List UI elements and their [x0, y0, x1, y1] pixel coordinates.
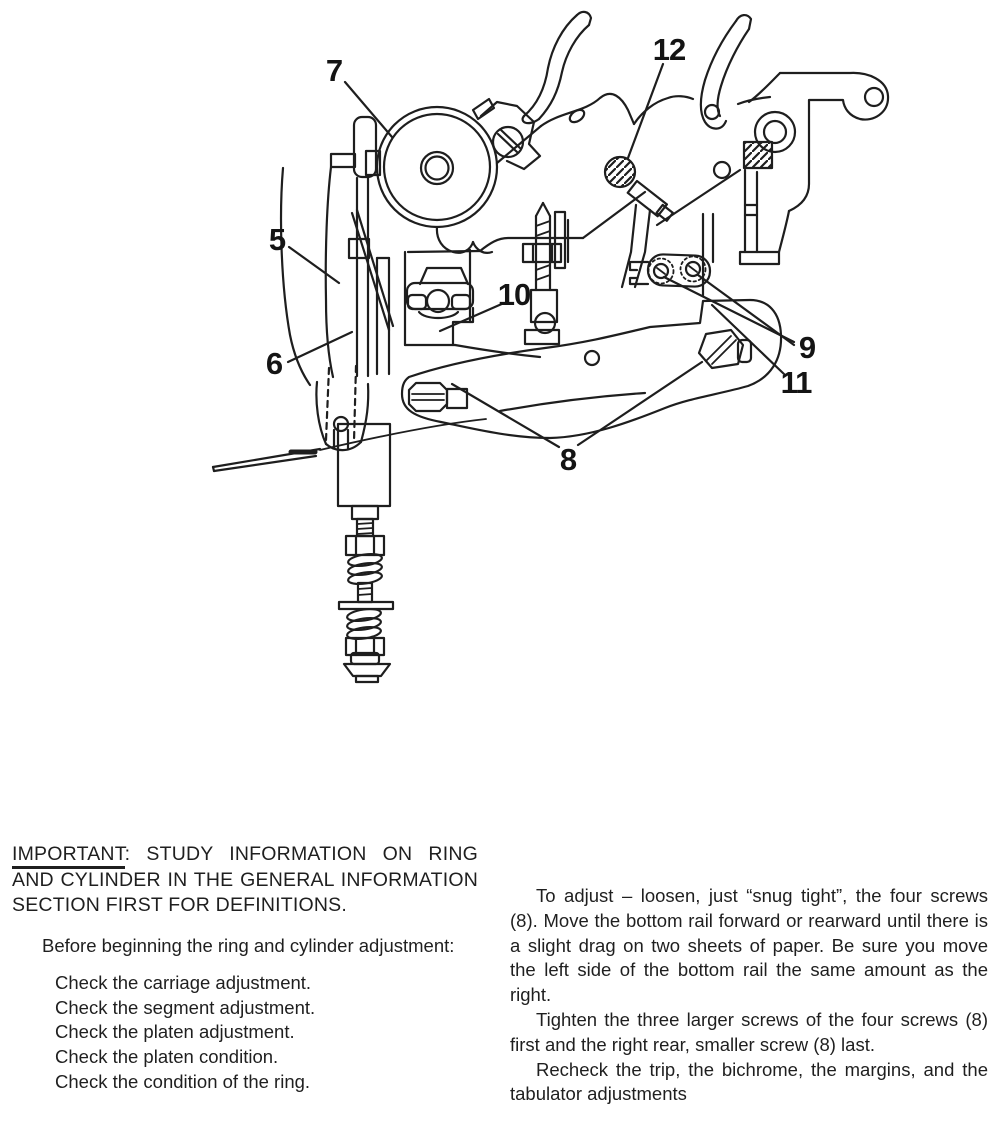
- callout-5: 5: [268, 222, 286, 257]
- tighten-paragraph: Tighten the three larger screws of the four screws (8) first and the right rear, smaller screw (8) last.: [510, 1008, 988, 1055]
- important-note: [12, 842, 478, 919]
- intro-paragraph: Before beginning the ring and cylinder adjustment:: [42, 934, 455, 956]
- left-column: [12, 842, 478, 1094]
- callout-12: 12: [652, 32, 686, 67]
- callout-7: 7: [325, 53, 343, 88]
- hatched-block: [744, 142, 772, 168]
- pointer-blade: [213, 419, 486, 471]
- ring-and-hub: [377, 107, 497, 227]
- important-label: IMPORTANT: [12, 843, 125, 869]
- callout-6: 6: [265, 346, 283, 381]
- adjust-paragraph: To adjust – loosen, just “snug tight”, the four screws (8). Move the bottom rail forward or rearward until there is a slight drag on two sheets of paper. Be sure you move the left side of the bottom rail the same amount as the right.: [510, 885, 988, 1006]
- shaft-stack: [338, 424, 393, 682]
- callout-8: 8: [559, 442, 577, 477]
- funnel-housing: [316, 366, 368, 450]
- callout-leaders: [288, 64, 794, 447]
- recheck-paragraph: Recheck the trip, the bichrome, the margins, and the tabulator adjustments: [510, 1058, 988, 1105]
- left-rail: [281, 117, 393, 385]
- bottom-rail: [402, 300, 781, 438]
- checklist: [12, 971, 478, 1094]
- callout-11: 11: [780, 365, 812, 400]
- checklist-item: Check the platen condition.: [55, 1046, 279, 1068]
- checklist-item: Check the platen adjustment.: [55, 1021, 295, 1043]
- callout-10: 10: [497, 277, 531, 312]
- checklist-item: Check the segment adjustment.: [55, 996, 316, 1018]
- important-text: : STUDY INFORMATION ON RING AND CYLINDER IN THE GENERAL INFORMATION SECTION FIRST FOR DEFINITIONS.: [12, 843, 478, 916]
- callout-9: 9: [798, 330, 816, 365]
- checklist-item: Check the carriage adjustment.: [55, 972, 312, 994]
- adjusting-rod: [523, 203, 568, 344]
- checklist-item: Check the condition of the ring.: [55, 1070, 311, 1092]
- right-column: [510, 884, 988, 1107]
- right-lower-bracket: [740, 170, 789, 264]
- right-hook-arm: [701, 15, 751, 129]
